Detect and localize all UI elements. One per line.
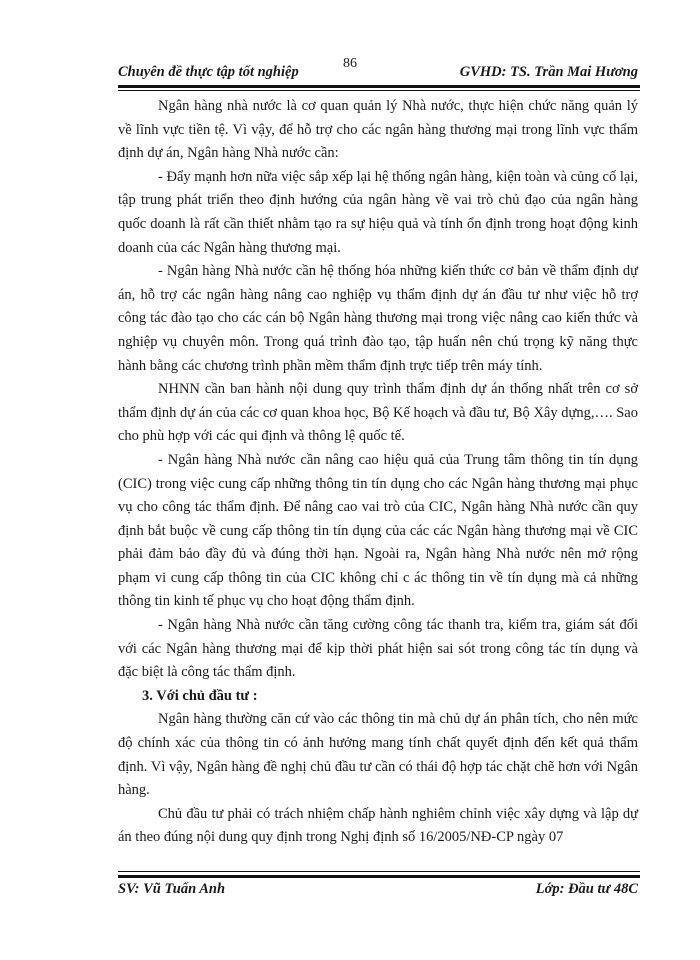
footer-rule-thick — [118, 875, 640, 878]
paragraph: NHNN cần ban hành nội dung quy trình thẩm định dự án thống nhất trên cơ sở thẩm định dự án của các cơ quan khoa học, Bộ Kế hoạch và đầu tư, Bộ Xây dựng,…. Sao cho phù hợp với các qui định và thông lệ quốc tế. — [118, 381, 638, 445]
header-supervisor: GVHD: TS. Trần Mai Hương — [459, 64, 638, 80]
footer-rule-thin — [118, 871, 640, 872]
page-header — [118, 64, 638, 86]
body-text — [118, 95, 638, 850]
paragraph: - Đẩy mạnh hơn nữa việc sắp xếp lại hệ thống ngân hàng, kiện toàn và củng cố lại, tập trung phát triển theo định hướng của ngân hàng về vai trò chủ đạo của ngân hàng quốc doanh là rất cần thiết nhằm tạo ra sự hiệu quả và tính ổn định trong hoạt động kinh doanh của các Ngân hàng thương mại. — [118, 168, 638, 256]
paragraph: - Ngân hàng Nhà nước cần nâng cao hiệu quả của Trung tâm thông tin tín dụng (CIC) trong việc cung cấp những thông tin tín dụng cho các Ngân hàng thương mại phục vụ cho công tác thẩm định. Để nâng cao vai trò của CIC, Ngân hàng Nhà nước cần quy định bắt buộc về cung cấp thông tin tín dụng của các các Ngân hàng thương mại về CIC phải đảm bảo đầy đủ và đúng thời hạn. Ngoài ra, Ngân hàng Nhà nước nên mở rộng phạm vi cung cấp thông tin của CIC không chỉ c ác thông tin về tín dụng mà cả những thông tin kinh tế phục vụ cho hoạt động thẩm định. — [118, 451, 638, 610]
paragraph: Ngân hàng nhà nước là cơ quan quản lý Nhà nước, thực hiện chức năng quản lý về lĩnh vực tiền tệ. Vì vậy, để hỗ trợ cho các ngân hàng thương mại trong lĩnh vực thẩm định dự án, Ngân hàng Nhà nước cần: — [118, 98, 638, 162]
footer-student: SV: Vũ Tuấn Anh — [118, 881, 226, 897]
paragraph: - Ngân hàng Nhà nước cần hệ thống hóa những kiến thức cơ bản về thẩm định dự án, hỗ trợ các ngân hàng nâng cao nghiệp vụ thẩm định dự án đầu tư như việc hỗ trợ công tác đào tạo cho các cán bộ Ngân hàng thương mại trong việc nâng cao kiến thức và nghiệp vụ chuyên môn. Trong quá trình đào tạo, tập huấn nên chú trọng kỹ năng thực hành bằng các chương trình phần mềm thẩm định trực tiếp trên máy tính. — [118, 263, 638, 374]
section-heading: 3. Với chủ đầu tư : — [142, 687, 258, 704]
page-number: 86 — [343, 56, 357, 71]
header-rule-thick — [118, 85, 640, 88]
paragraph: Ngân hàng thường căn cứ vào các thông tin mà chủ dự án phân tích, cho nên mức độ chính xác của thông tin có ảnh hưởng mang tính chất quyết định đến kết quả thẩm định. Vì vậy, Ngân hàng đề nghị chủ đầu tư cần có thái độ hợp tác chặt chẽ hơn với Ngân hàng. — [118, 711, 638, 799]
header-title: Chuyên đề thực tập tốt nghiệp — [118, 64, 299, 80]
paragraph: Chủ đầu tư phải có trách nhiệm chấp hành nghiêm chỉnh việc xây dựng và lập dự án theo đúng nội dung quy định trong Nghị định số 16/2005/NĐ-CP ngày 07 — [118, 805, 638, 846]
paragraph: - Ngân hàng Nhà nước cần tăng cường công tác thanh tra, kiểm tra, giám sát đối với các Ngân hàng thương mại để kịp thời phát hiện sai sót trong công tác tín dụng và đặc biệt là công tác thẩm định. — [118, 617, 638, 681]
page-footer — [118, 881, 638, 903]
footer-class: Lớp: Đầu tư 48C — [535, 881, 638, 897]
header-rule-thin — [118, 90, 640, 91]
